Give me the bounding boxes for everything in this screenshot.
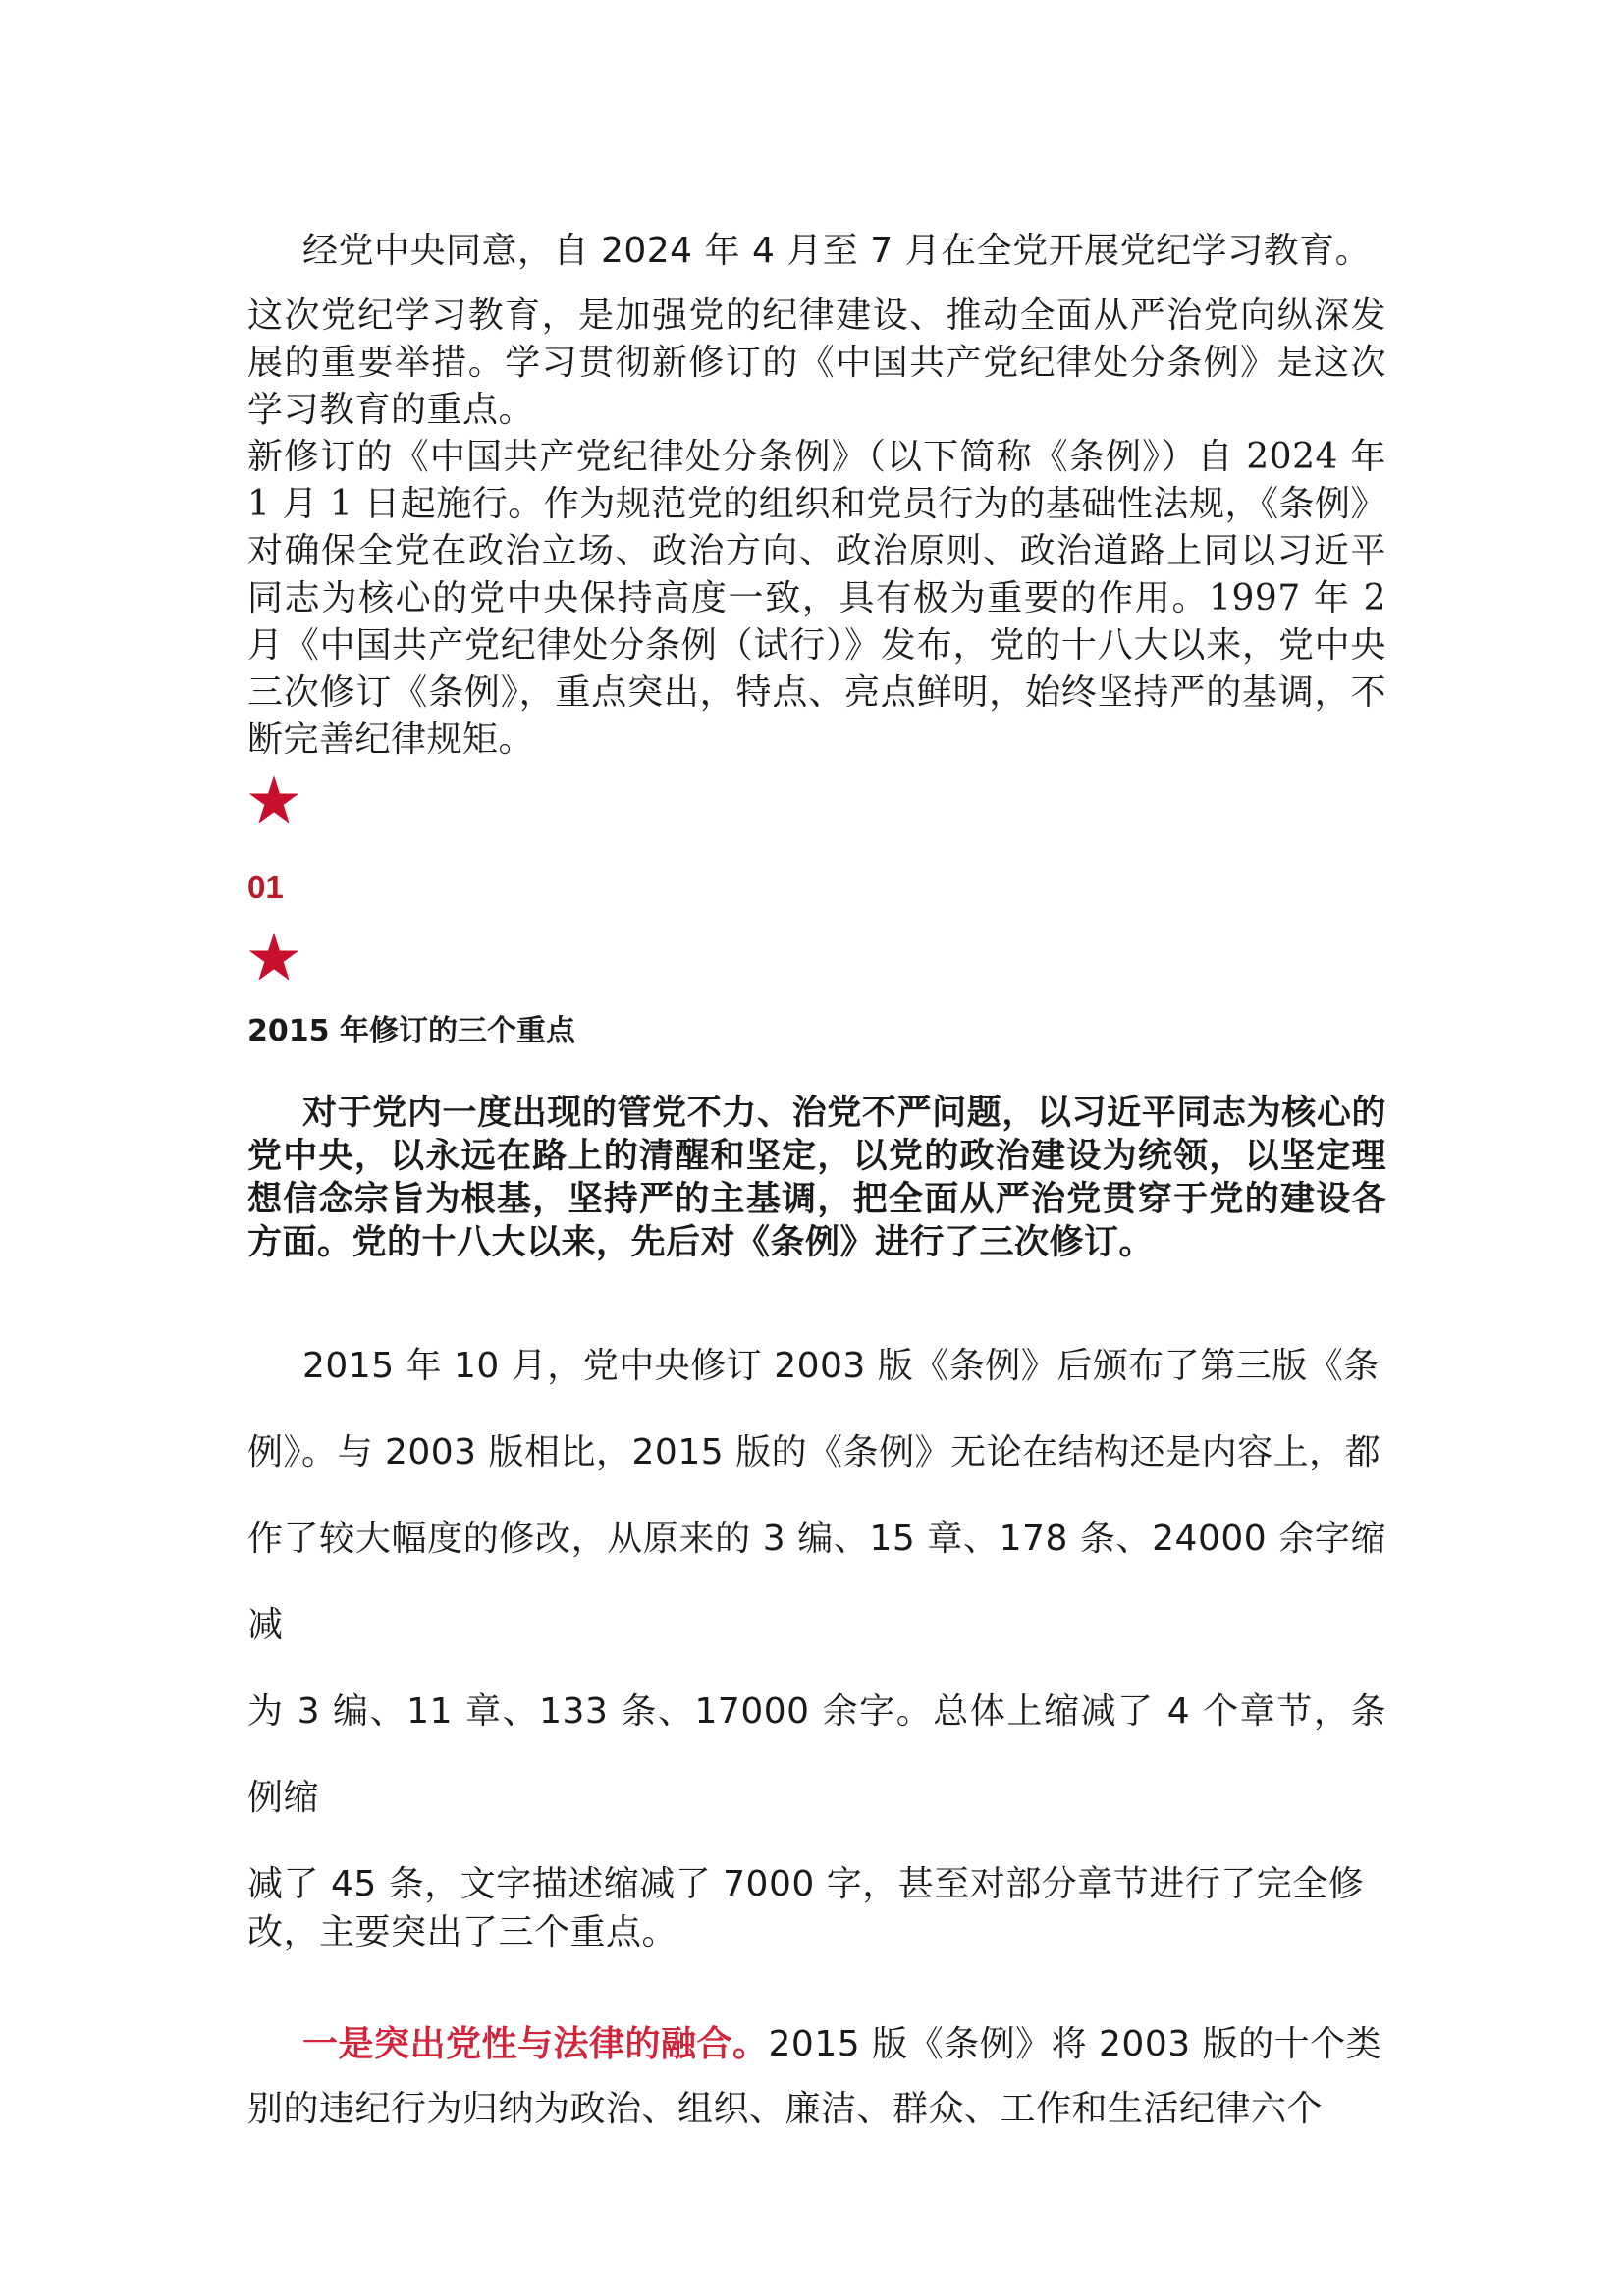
point-one-text: 2015 版《条例》将 2003 版的十个类 <box>768 2024 1382 2064</box>
section-number: 01 <box>247 869 284 905</box>
body-line: 例》。与 2003 版相比，2015 版的《条例》无论在结构还是内容上，都 <box>247 1432 1381 1472</box>
point-one-paragraph <box>247 2012 1386 2077</box>
section-title: 2015 年修订的三个重点 <box>247 1014 575 1048</box>
point-one-highlight: 一是突出党性与法律的融合。 <box>302 2024 769 2064</box>
body-line: 2015 年 10 月，党中央修订 2003 版《条例》后颁布了第三版《条 <box>302 1346 1380 1386</box>
body-line: 作了较大幅度的修改，从原来的 3 编、15 章、178 条、24000 余字缩减 <box>247 1519 1386 1645</box>
document-page <box>247 228 1386 2142</box>
intro-first-line: 经党中央同意，自 2024 年 4 月至 7 月在全党开展党纪学习教育。 <box>302 231 1372 271</box>
body-line: 减了 45 条，文字描述缩减了 7000 字，甚至对部分章节进行了完全修 <box>247 1864 1365 1904</box>
point-one-line-2: 别的违纪行为归纳为政治、组织、廉洁、群众、工作和生活纪律六个 <box>247 2089 1324 2129</box>
body-line: 改，主要突出了三个重点。 <box>247 1912 678 1952</box>
intro-paragraph-2: 新修订的《中国共产党纪律处分条例》（以下简称《条例》）自 2024 年 1 月 1 日起施行。作为规范党的组织和党员行为的基础性法规，《条例》对确保全党在政治立场、政治方向、政治原则、政治道路上同以习近平同志为核心的党中央保持高度一致，具有极为重要的作用。1997 年 2 月《中国共产党纪律处分条例（试行）》发布，党的十八大以来，党中央三次修订《条例》，重点突出，特点、亮点鲜明，始终坚持严的基调，不断完善纪律规矩。 <box>247 437 1386 760</box>
section-body <box>247 1323 1386 1957</box>
section-bold-paragraph: 对于党内一度出现的管党不力、治党不严问题，以习近平同志为核心的党中央，以永远在路上的清醒和坚定，以党的政治建设为统领，以坚定理想信念宗旨为根基，坚持严的主基调，把全面从严治党贯穿于党的建设各方面。党的十八大以来，先后对《条例》进行了三次修订。 <box>247 1094 1386 1262</box>
star-icon <box>247 931 300 984</box>
star-icon <box>247 774 300 827</box>
body-line: 为 3 编、11 章、133 条、17000 余字。总体上缩减了 4 个章节，条例缩 <box>247 1691 1386 1818</box>
intro-paragraph-1: 这次党纪学习教育，是加强党的纪律建设、推动全面从严治党向纵深发展的重要举措。学习贯彻新修订的《中国共产党纪律处分条例》是这次学习教育的重点。 <box>247 295 1386 430</box>
